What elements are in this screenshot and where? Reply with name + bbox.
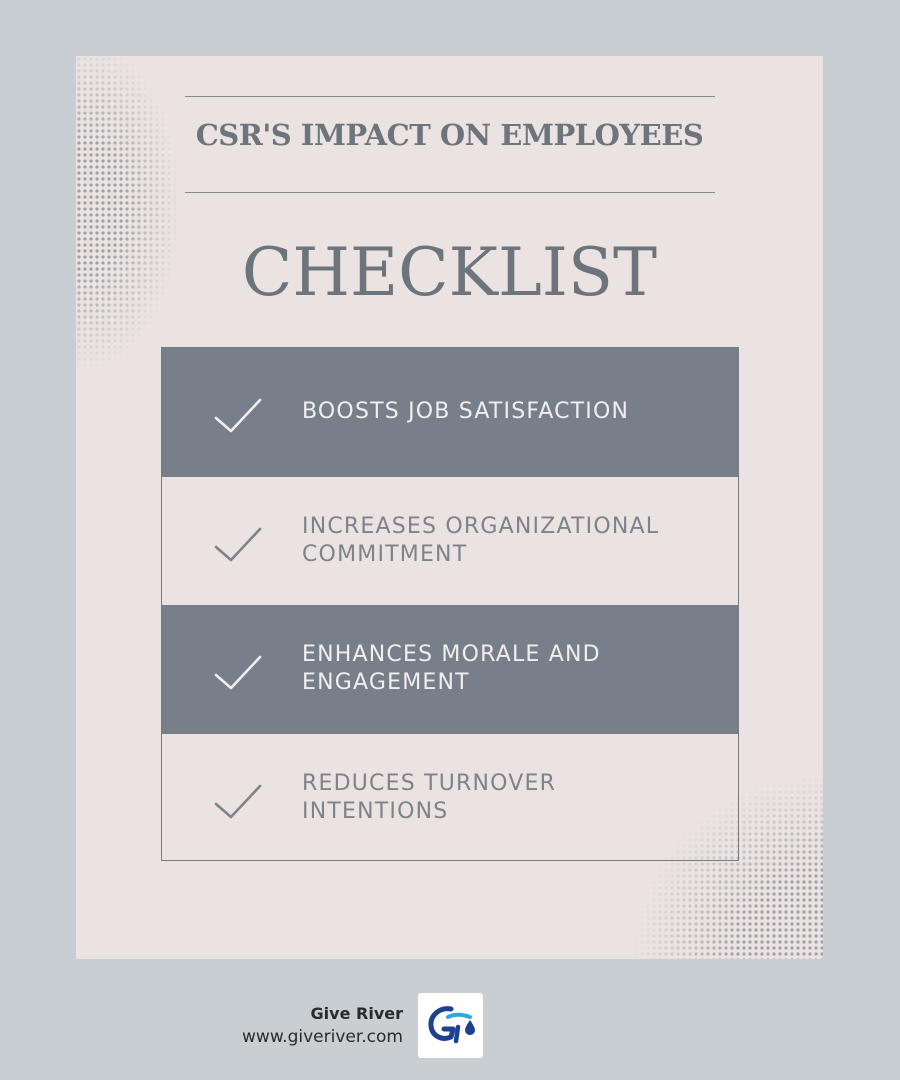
checklist-item-label: INCREASES ORGANIZATIONAL COMMITMENT [302,513,660,567]
checklist-item-label: ENHANCES MORALE AND ENGAGEMENT [302,642,601,696]
checklist-card [76,56,823,959]
checklist-item [162,734,738,863]
brand-website-link[interactable]: www.giveriver.com [242,1027,403,1047]
checklist [161,347,739,861]
poster-subtitle: CSR'S IMPACT ON EMPLOYEES [195,118,704,152]
give-river-logo-icon [418,993,483,1058]
checklist-item-label: BOOSTS JOB SATISFACTION [302,399,630,425]
checkmark-icon [212,396,264,436]
checkmark-icon [212,653,264,693]
brand-name: Give River [310,1004,403,1023]
divider-bottom [185,192,715,193]
poster-title: CHECKLIST [241,234,658,311]
checklist-item-label: REDUCES TURNOVER INTENTIONS [302,770,557,824]
checklist-item [162,348,738,477]
give-river-logo-mark [418,993,483,1058]
halftone-decoration-top-left [76,56,196,366]
divider-top [185,96,715,97]
checkmark-icon [212,525,264,565]
checkmark-icon [212,782,264,822]
checklist-item [162,477,738,606]
checklist-item [162,605,738,734]
